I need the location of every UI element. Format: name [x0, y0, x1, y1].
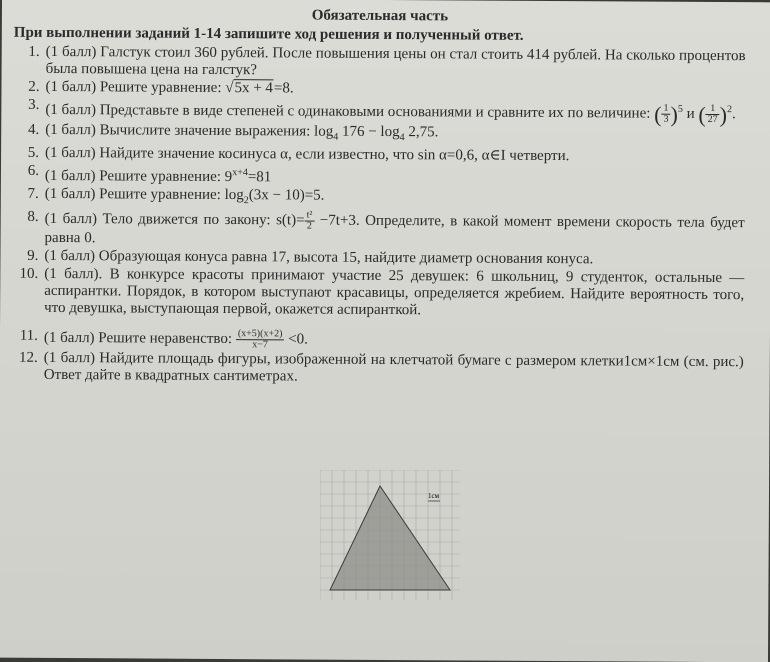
task-text: (1 балл) Вычислите значение выражения: $\log_4 176 - \log_4 2,75$.	[45, 121, 439, 144]
task-6	[13, 163, 745, 189]
task-3	[13, 97, 745, 126]
fraction-1: $\frac{1}{3}$	[663, 102, 669, 125]
page-title: Обязательная часть	[311, 7, 449, 25]
exponent-1: 5	[677, 103, 683, 115]
task-11	[12, 328, 744, 353]
fraction: $\frac{(x+5)(x+2)}{x-7}$	[236, 329, 285, 350]
task-1	[14, 44, 746, 82]
scale-label: 1см	[428, 492, 440, 500]
task-4	[13, 122, 745, 148]
task-suffix: =8.	[273, 80, 294, 97]
task-number: 4.	[27, 121, 40, 138]
task-text: (1 балл) Представьте в виде степеней с одинаковыми основаниями и сравните их по величине: ( $\frac{1}{3}$ )$^5$ и ( $\frac{1}{27}$ )$^2$.	[45, 101, 736, 128]
task-number: 3.	[28, 96, 40, 113]
task-number: 7.	[27, 185, 39, 202]
task-number: 8.	[27, 208, 39, 225]
fraction-2: $\frac{1}{27}$	[706, 104, 720, 125]
task-text: (1 балл). В конкурсе красоты принимают участие 25 девушек: 6 школьниц, 9 студенток, остальные — аспирантки. Порядок, в котором выступают красавицы, определяется жребием. Найдите вероятность того, что девушка, выступающая первой, окажется аспиранткой.	[44, 265, 745, 319]
task-number: 6.	[27, 162, 40, 179]
task-number: 1.	[28, 43, 40, 60]
task-12	[12, 350, 744, 388]
task-prefix: (1 балл) Решите уравнение:	[45, 78, 226, 97]
task-text: (1 балл) Тело движется по закону: s(t)= $\frac{\text{t²}}{2}$ −7t+3. Определите, в какой момент времени скорость тела будет равна 0.	[44, 209, 745, 247]
task-number: 12.	[19, 349, 38, 366]
sqrt-expression: √5x + 4	[225, 80, 274, 97]
task-number: 9.	[27, 247, 39, 264]
task-text: (1 балл) Решите уравнение: $\log_2(3x - 10)=5$.	[44, 185, 325, 207]
task-text: (1 балл) Найдите значение косинуса α, если известно, что sin α=0,6, α∈I четверти.	[45, 144, 570, 165]
task-10	[12, 266, 744, 321]
task-prefix: (1 балл) Представьте в виде степеней с одинаковыми основаниями и сравните их по величине:	[45, 101, 655, 122]
exponent-2: 2	[727, 104, 733, 116]
task-number: 5.	[27, 144, 40, 161]
task-text: (1 балл) Решите уравнение: $9^{x+4}=81$	[44, 167, 272, 186]
task-number: 10.	[19, 265, 39, 282]
task-text: (1 балл) Решите неравенство: $\frac{(x+5)(x+2)}{x-7}$ <0.	[43, 328, 308, 351]
instruction: При выполнении заданий 1-14 запишите ход решения и полученный ответ.	[13, 24, 524, 44]
fraction: $\frac{\text{t²}}{2}$	[304, 211, 314, 232]
radicand: 5x + 4	[234, 80, 274, 97]
task-7	[13, 186, 745, 212]
task-text: (1 балл) Образующая конуса равна 17, высота 15, найдите диаметр основания конуса.	[44, 247, 594, 268]
task-text: (1 балл) Найдите площадь фигуры, изображенной на клетчатой бумаге с размером клетки1см×1см (см. рис.) Ответ дайте в квадратных сантиметрах.	[43, 349, 744, 385]
task-number: 11.	[19, 327, 39, 344]
task-8	[13, 209, 745, 251]
task-number: 2.	[28, 78, 40, 95]
triangle-shape	[330, 486, 450, 590]
task-text: (1 балл) Галстук стоил 360 рублей. После повышения цены он стал стоить 414 рублей. На сколько процентов была повышена цена на галстук?	[45, 43, 746, 79]
grid-figure	[320, 470, 460, 600]
